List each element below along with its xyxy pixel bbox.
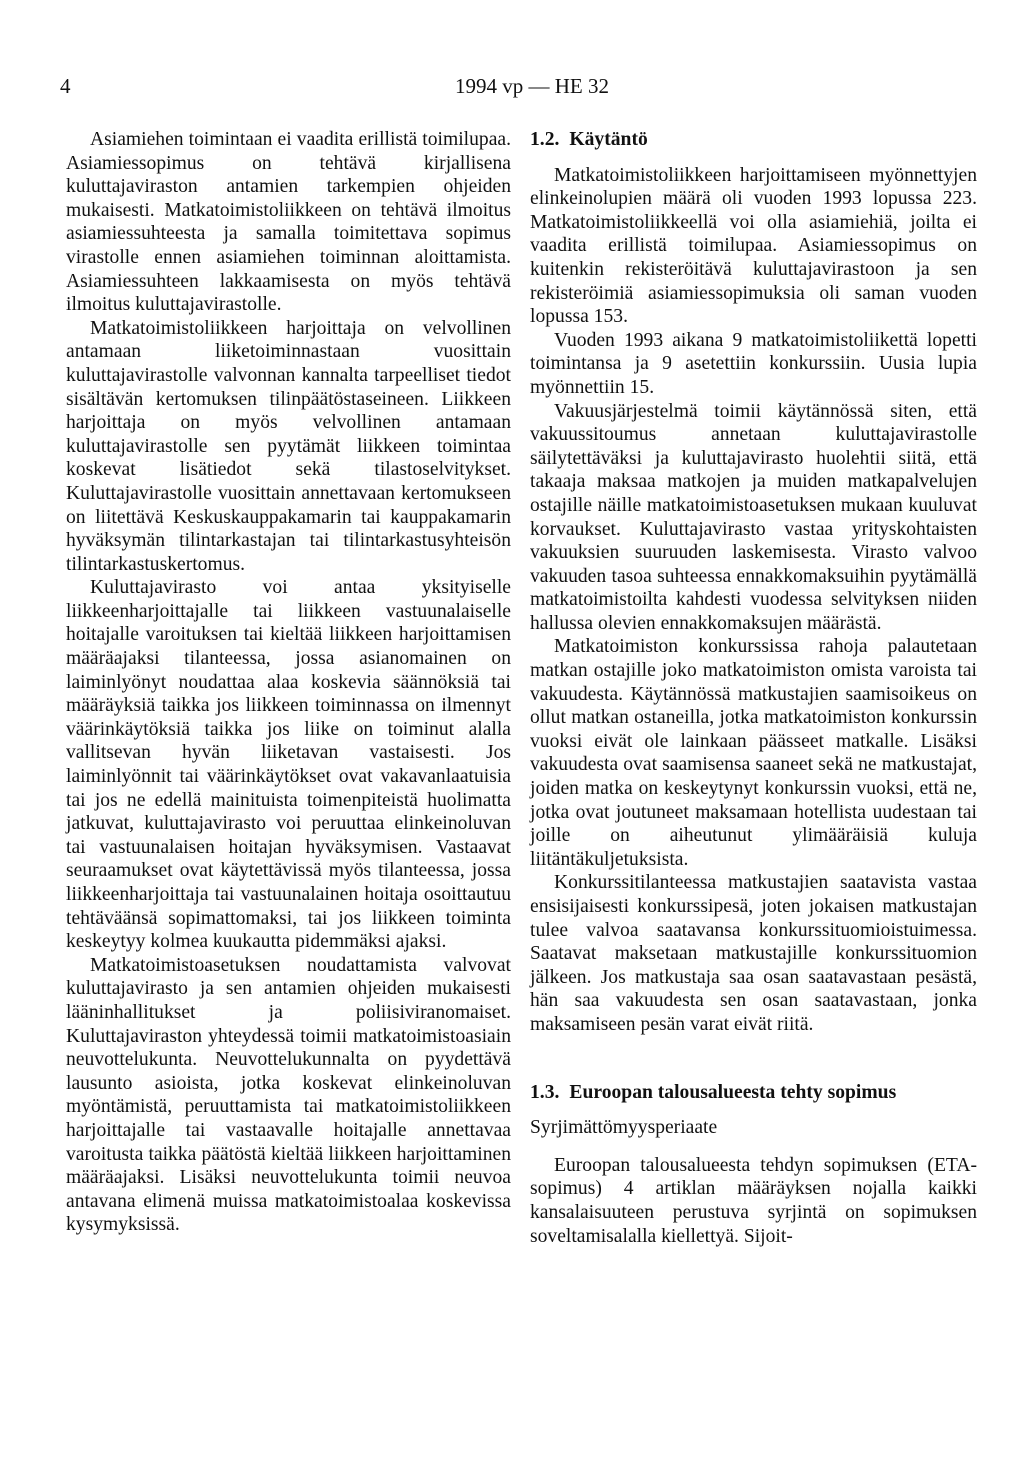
section-heading-1-2 [530, 128, 977, 152]
right-column [530, 128, 977, 1248]
running-head: 1994 vp — HE 32 [455, 74, 609, 98]
section-number: 1.2. [530, 129, 560, 150]
paragraph: Matkatoimistoliikkeen harjoittaja on velvollinen antamaan liiketoiminnastaan vuosittain kuluttajavirastolle valvonnan kannalta tarpeelliset tiedot sisältävän kertomuksen tilinpäätöstaseineen. Liikkeen harjoittaja on myös velvollinen antamaan kuluttajavirastolle sen pyytämät liikkeen toimintaa koskevat lisätiedot sekä tilastoselvitykset. Kuluttajavirastolle vuosittain annettavaan kertomukseen on liitettävä Keskuskauppakamarin tai kauppakamarin hyväksymän tilintarkastajan tai tilintarkastusyhteisön tilintarkastuskertomus. [66, 317, 511, 575]
paragraph: Asiamiehen toimintaan ei vaadita erillistä toimilupaa. Asiamiessopimus on tehtävä kirjallisena kuluttajaviraston antamien tarkempien ohjeiden mukaisesti. Matkatoimistoliikkeen on tehtävä ilmoitus asiamiessuhteesta ja samalla toimitettava sopimus virastolle ennen asiamiehen toiminnan aloittamista. Asiamiessuhteen lakkaamisesta on myös tehtävä ilmoitus kuluttajavirastolle. [66, 129, 511, 316]
section-number: 1.3. [530, 1081, 560, 1103]
paragraph: Vuoden 1993 aikana 9 matkatoimistoliikettä lopetti toimintansa ja 9 asetettiin konkurssiin. Uusia lupia myönnettiin 15. [530, 329, 977, 398]
paragraph: Konkurssitilanteessa matkustajien saatavista vastaa ensisijaisesti konkurssipesä, joten jokaisen matkustajan tulee valvoa saatavansa konkurssituomioistuimessa. Saatavat maksetaan matkustajille konkurssituomion jälkeen. Jos matkustaja saa osan saatavastaan pesästä, hän saa vakuudesta sen osan saatavastaan, jonka maksamiseen pesän varat eivät riitä. [530, 872, 977, 1035]
paragraph: Kuluttajavirasto voi antaa yksityiselle liikkeenharjoittajalle tai liikkeen vastuunalaiselle hoitajalle varoituksen tai kieltää liikkeen harjoittamisen määräajaksi tilanteessa, jossa asianomainen on laiminlyönyt noudattaa alaa koskevia säännöksiä tai määräyksiä taikka jos liikkeen toiminnassa on ilmennyt väärinkäytöksiä taikka jos liike on toiminut alalla vallitsevan hyvän liiketavan vastaisesti. Jos laiminlyönnit tai väärinkäytökset ovat vakavanlaatuisia tai jos ne edellä mainituista toimenpiteistä huolimatta jatkuvat, kuluttajavirasto voi peruuttaa elinkeinoluvan tai vastuunalaisen hoitajan hyväksymisen. Vastaavat seuraamukset ovat käytettävissä myös tilanteessa, jossa liikkeenharjoittaja tai vastuunalainen hoitaja osoittautuu tehtäväänsä sopimattomaksi, tai jos liikkeen toiminta keskeytyy kolmea kuukautta pidemmäksi ajaksi. [66, 577, 511, 953]
page-number: 4 [60, 74, 71, 98]
paragraph: Matkatoimistoliikkeen harjoittamiseen myönnettyjen elinkeinolupien määrä oli vuoden 1993 lopussa 223. Matkatoimistoliikkeellä voi olla asiamiehiä, joilta ei vaadita erillistä toimilupaa. Asiamiessopimus on kuitenkin rekisteröitävä kuluttajavirastoon ja sen rekisteröimiä asiamiessopimuksia oli saman vuoden lopussa 153. [530, 164, 977, 328]
subheading: Syrjimättömyysperiaate [530, 1117, 718, 1139]
paragraph: Vakuusjärjestelmä toimii käytännössä siten, että vakuussitoumus annetaan kuluttajavirastolle säilytettäväksi ja kuluttajavirasto huolehtii siitä, että takaaja maksaa matkojen ja muiden matkapalvelujen ostajille näille matkatoimistoasetuksen mukaan kuuluvat korvaukset. Kuluttajavirasto vastaa yrityskohtaisten vakuuksien suuruuden laskemisesta. Virasto valvoo vakuuden tasoa suhteessa ennakkomaksuihin pyytämällä matkatoimistoilta kahdesti vuodessa selvityksen niiden hallussa olevien ennakkomaksujen määrästä. [530, 400, 977, 634]
section-spacer [530, 1037, 977, 1081]
paragraph: Matkatoimistoasetuksen noudattamista valvovat kuluttajavirasto ja sen antamien ohjeiden mukaisesti lääninhallitukset ja poliisiviranomaiset. Kuluttajaviraston yhteydessä toimii matkatoimistoasiain neuvottelukunta. Neuvottelukunnalta on pyydettävä lausunto asioista, jotka koskevat elinkeinoluvan myöntämistä, peruuttamista tai matkatoimistoliikkeen harjoittajalle tai vastaavalle hoitajalle annettavaa varoitusta taikka päätöstä kieltää liikkeen harjoittaminen määräajaksi. Lisäksi neuvottelukunta toimii neuvoa antavana elimenä muissa matkatoimistoalaa koskevissa kysymyksissä. [66, 954, 511, 1236]
section-heading-1-3 [530, 1081, 977, 1105]
left-column [66, 128, 511, 1237]
section-title: Käytäntö [569, 129, 648, 150]
paragraph: Matkatoimiston konkurssissa rahoja palautetaan matkan ostajille joko matkatoimiston omista varoista tai vakuudesta. Käytännössä matkustajien saamisoikeus on ollut matkan ostaneilla, jotka matkatoimiston konkurssin vuoksi eivät ole lainkaan päässeet matkalle. Lisäksi vakuudesta ovat saamisensa saaneet sekä ne matkustajat, joiden matka on keskeytynyt konkurssin vuoksi, että ne, jotka ovat joutuneet maksamaan hotellista uudestaan tai joille on aiheutunut ylimääräisiä kuluja liitäntäkuljetuksista. [530, 636, 977, 870]
page-header [60, 74, 964, 104]
paragraph: Euroopan talousalueesta tehdyn sopimuksen (ETA-sopimus) 4 artiklan määräyksen nojalla kaikki kansalaisuuteen perustuva syrjintä on sopimuksen soveltamisalalla kiellettyä. Sijoit- [530, 1154, 977, 1247]
section-title: Euroopan talousalueesta tehty sopimus [569, 1081, 897, 1103]
